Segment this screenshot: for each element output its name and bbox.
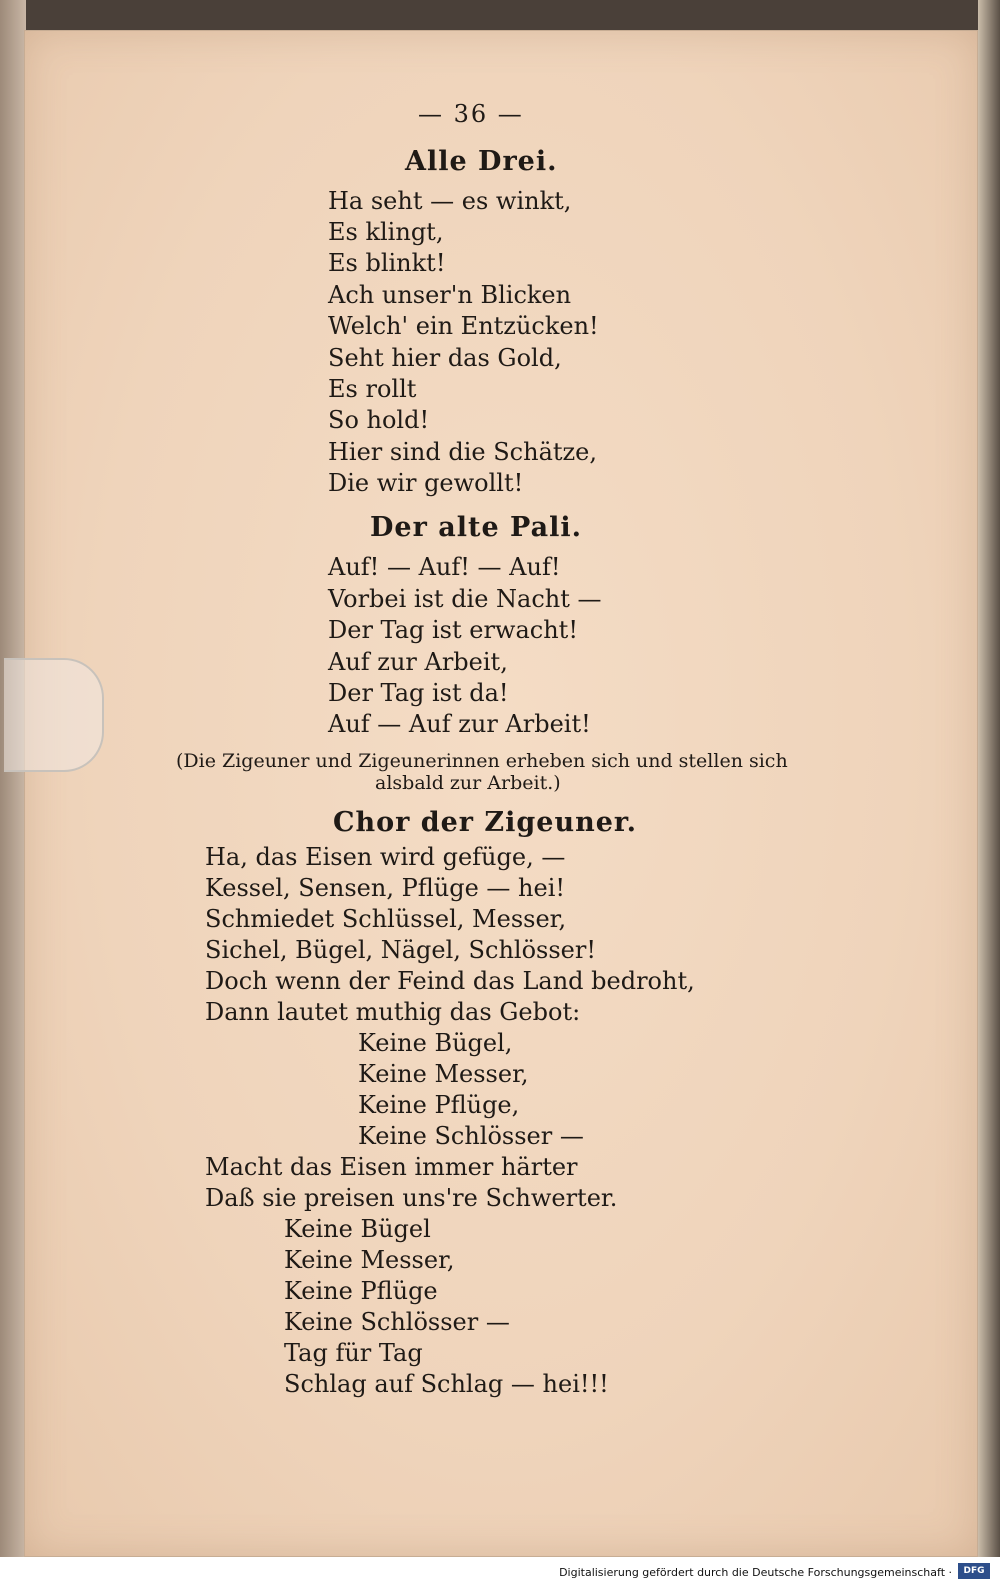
verse-line: Auf — Auf zur Arbeit! [328,710,591,738]
speaker-heading-der-alte-pali: Der alte Pali. [370,512,583,543]
scan-top-edge [0,0,1000,34]
dfg-logo-icon: DFG [958,1563,990,1579]
verse-line: Vorbei ist die Nacht — [328,585,602,613]
verse-line: Tag für Tag [284,1339,423,1367]
digitization-footer [0,1557,1000,1589]
verse-line: Schmiedet Schlüssel, Messer, [205,905,567,933]
verse-line: Keine Pflüge, [358,1091,520,1119]
page-number: — 36 — [418,100,524,128]
verse-line: Macht das Eisen immer härter [205,1153,578,1181]
funding-credit: Digitalisierung gefördert durch die Deutsche Forschungsgemeinschaft · [559,1566,952,1579]
verse-line: Es rollt [328,375,417,403]
speaker-heading-chor-der-zigeuner: Chor der Zigeuner. [333,807,638,838]
verse-line: Dann lautet muthig das Gebot: [205,998,581,1026]
stage-direction-line: (Die Zigeuner und Zigeunerinnen erheben sich und stellen sich [176,750,788,772]
page-edge-right [978,0,1000,1589]
verse-line: Keine Schlösser — [284,1308,510,1336]
verse-line: Hier sind die Schätze, [328,438,597,466]
verse-line: Keine Messer, [358,1060,529,1088]
verse-line: Auf! — Auf! — Auf! [328,553,561,581]
verse-line: Keine Messer, [284,1246,455,1274]
verse-line: Keine Bügel [284,1215,431,1243]
verse-line: Schlag auf Schlag — hei!!! [284,1370,609,1398]
book-spine [0,0,26,1589]
verse-line: So hold! [328,406,430,434]
speaker-heading-alle-drei: Alle Drei. [405,146,558,177]
verse-line: Welch' ein Entzücken! [328,312,599,340]
verse-line: Ha, das Eisen wird gefüge, — [205,843,566,871]
verse-line: Doch wenn der Feind das Land bedroht, [205,967,695,995]
verse-line: Sichel, Bügel, Nägel, Schlösser! [205,936,596,964]
verse-line: Ha seht — es winkt, [328,187,572,215]
verse-line: Seht hier das Gold, [328,344,562,372]
page-clip-tab [4,658,104,772]
verse-line: Keine Pflüge [284,1277,438,1305]
verse-line: Daß sie preisen uns're Schwerter. [205,1184,618,1212]
verse-line: Auf zur Arbeit, [328,648,508,676]
verse-line: Es blinkt! [328,249,446,277]
verse-line: Keine Bügel, [358,1029,513,1057]
stage-direction-line: alsbald zur Arbeit.) [375,772,561,794]
verse-line: Keine Schlösser — [358,1122,584,1150]
verse-line: Der Tag ist erwacht! [328,616,578,644]
verse-line: Der Tag ist da! [328,679,509,707]
verse-line: Die wir gewollt! [328,469,524,497]
verse-line: Es klingt, [328,218,444,246]
verse-line: Kessel, Sensen, Pflüge — hei! [205,874,566,902]
verse-line: Ach unser'n Blicken [328,281,572,309]
